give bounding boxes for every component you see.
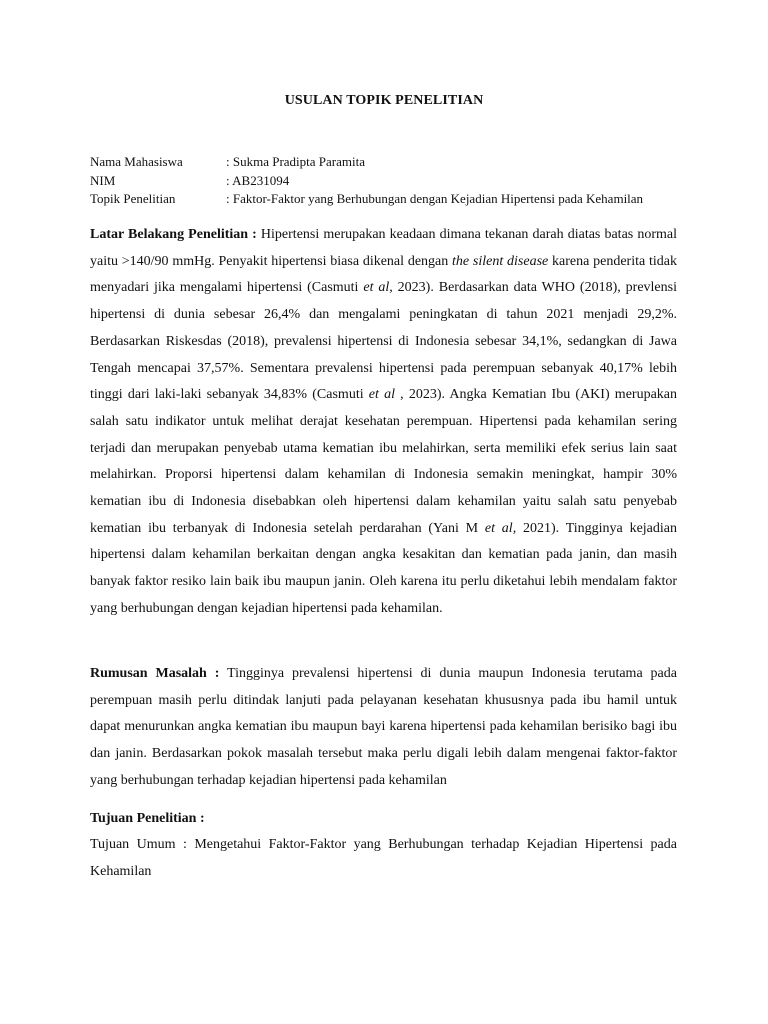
rumusan-masalah-heading: Rumusan Masalah : — [90, 666, 220, 681]
nim-value: : AB231094 — [226, 172, 290, 188]
rumusan-masalah-paragraph — [90, 661, 677, 795]
latar-text-2: karena penderita tidak menyadari jika mengalami hipertensi (Casmuti — [90, 253, 677, 296]
latar-text-5: 2021). Tingginya kejadian hipertensi dalam kehamilan berkaitan dengan angka kesakitan dan kematian pada janin, dan masih banyak faktor resiko lain baik ibu maupun janin. Oleh karena itu perlu diketahui lebih mendalam faktor yang berhubungan dengan kejadian hipertensi pada kehamilan. — [90, 520, 677, 616]
tujuan-umum-paragraph: Tujuan Umum : Mengetahui Faktor-Faktor yang Berhubungan terhadap Kejadian Hipertensi pada Kehamilan — [90, 837, 677, 879]
nim-label: NIM — [90, 172, 116, 188]
latar-text-3: 2023). Berdasarkan data WHO (2018), prevlensi hipertensi di dunia sebesar 26,4% dan mengalami peningkatan di tahun 2021 menjadi 29,2%. Berdasarkan Riskesdas (2018), prevalensi hipertensi di Indonesia sebesar 34,1%, sedangkan di Jawa Tengah mencapai 37,57%. Sementara prevalensi hipertensi pada perempuan sebanyak 40,17% lebih tinggi dari laki-laki sebanyak 34,83% (Casmuti — [90, 280, 677, 403]
latar-belakang-paragraph — [90, 222, 677, 623]
latar-text-4: , 2023). Angka Kematian Ibu (AKI) merupakan salah satu indikator untuk melihat derajat kesehatan perempuan. Hipertensi pada kehamilan sering terjadi dan merupakan penyebab utama kematian ibu melahirkan, serta memiliki efek serius lain saat melahirkan. Proporsi hipertensi dalam kehamilan di Indonesia semakin meningkat, hampir 30% kematian ibu di Indonesia disebabkan oleh hipertensi dalam kehamilan yaitu salah satu penyebab kematian ibu terbanyak di Indonesia setelah perdarahan (Yani M — [90, 387, 677, 536]
latar-italic-1: the silent disease — [452, 253, 549, 269]
rumusan-masalah-text: Tingginya prevalensi hipertensi di dunia maupun Indonesia terutama pada perempuan masih perlu ditindak lanjuti pada pelayanan kesehatan khususnya pada ibu hamil untuk dapat menurunkan angka kematian ibu maupun bayi karena hipertensi pada kehamilan berisiko bagi ibu dan janin. Berdasarkan pokok masalah tersebut maka perlu digali lebih dalam mengenai faktor-faktor yang berhubungan terhadap kejadian hipertensi pada kehamilan — [90, 666, 677, 788]
student-info-block — [90, 153, 643, 209]
tujuan-penelitian-heading: Tujuan Penelitian : — [90, 811, 205, 826]
latar-text-1: Hipertensi merupakan keadaan dimana tekanan darah diatas batas normal yaitu >140/90 mmHg. Penyakit hipertensi biasa dikenal dengan — [90, 227, 677, 269]
nama-label: Nama Mahasiswa — [90, 154, 183, 169]
latar-italic-4: et al, — [484, 520, 517, 536]
info-row-nim — [90, 172, 643, 191]
info-row-topik — [90, 190, 643, 209]
latar-italic-2: et al, — [363, 280, 393, 296]
document-title: USULAN TOPIK PENELITIAN — [284, 93, 484, 108]
latar-italic-3: et al — [368, 387, 395, 403]
topik-label: Topik Penelitian — [90, 191, 176, 206]
topik-value: : Faktor-Faktor yang Berhubungan dengan Kejadian Hipertensi pada Kehamilan — [226, 191, 644, 206]
latar-belakang-heading: Latar Belakang Penelitian : — [90, 227, 257, 242]
info-row-nama — [90, 153, 643, 172]
nama-value: : Sukma Pradipta Paramita — [226, 154, 366, 169]
